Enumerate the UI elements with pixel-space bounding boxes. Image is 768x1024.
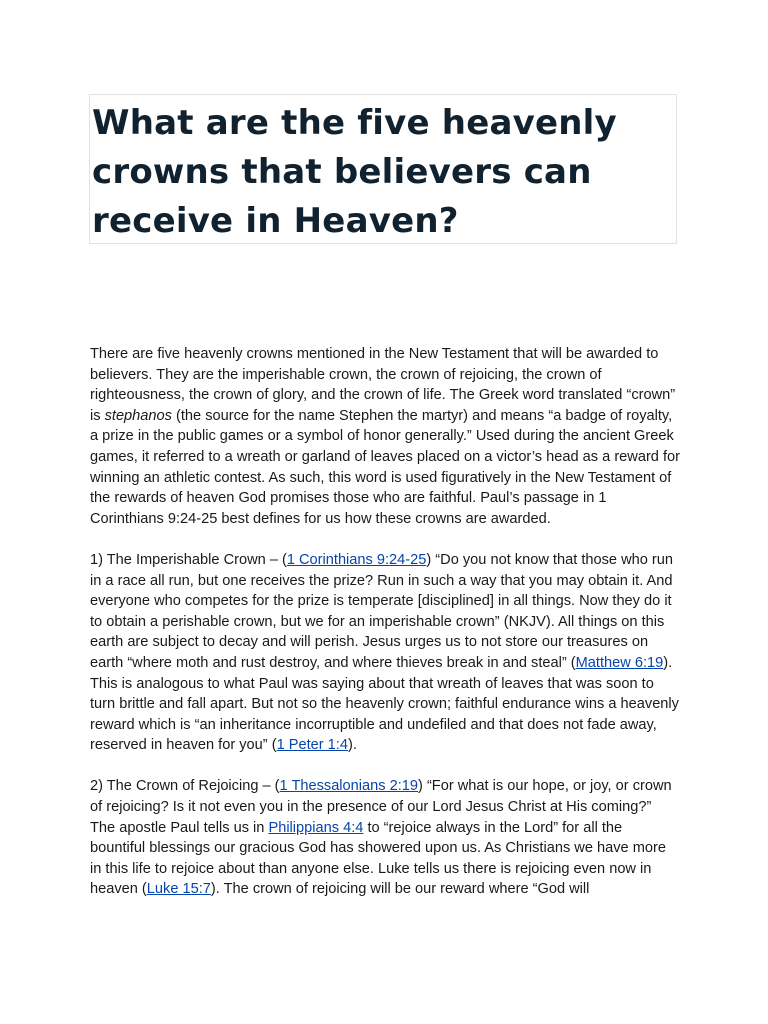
crown2-paragraph xyxy=(90,776,680,900)
article-body xyxy=(90,344,680,921)
intro-text-2: (the source for the name Stephen the martyr) and means “a badge of royalty, a prize in the public games or a symbol of honor generally.” Used during the ancient Greek games, it referred to a wreath or garland of leaves placed on a victor’s head as a reward for winning an athletic contest. As such, this word is used figuratively in the New Testament of the rewards of heaven God promises those who are faithful. Paul’s passage in 1 Corinthians 9:24-25 best defines for us how these crowns are awarded. xyxy=(90,407,681,527)
ref-link-1-corinthians[interactable]: 1 Corinthians 9:24-25 xyxy=(286,551,427,568)
crown1-lead: 1) The Imperishable Crown – ( xyxy=(90,551,287,568)
ref-link-1-thessalonians[interactable]: 1 Thessalonians 2:19 xyxy=(279,778,419,795)
crown1-paragraph xyxy=(90,550,680,756)
ref-link-matthew[interactable]: Matthew 6:19 xyxy=(575,654,664,671)
crown1-text-1: ) “Do you not know that those who run in a race all run, but one receives the prize? Run in such a way that you may obtain it. And everyone who competes for the prize is temperate [disciplined] in all things. Now they do it to obtain a perishable crown, but we for an imperishable crown” (NKJV). All things on this earth are subject to decay and will perish. Jesus urges us to not store our treasures on earth “where moth and rust destroy, and where thieves break in and steal” ( xyxy=(90,551,673,671)
ref-link-luke[interactable]: Luke 15:7 xyxy=(146,881,211,898)
crown1-text-2: ). This is analogous to what Paul was saying about that wreath of leaves that was soon to turn brittle and fall apart. But not so the heavenly crown; faithful endurance wins a heavenly reward which is “an inheritance incorruptible and undefiled and that does not fade away, reserved in heaven for you” ( xyxy=(90,654,679,754)
intro-paragraph xyxy=(90,344,680,529)
title-box xyxy=(89,94,677,244)
ref-link-1-peter[interactable]: 1 Peter 1:4 xyxy=(276,737,348,754)
crown2-text-1: ) “For what is our hope, or joy, or crown of rejoicing? Is it not even you in the presence of our Lord Jesus Christ at His coming?” The apostle Paul tells us in xyxy=(90,778,672,836)
crown2-lead: 2) The Crown of Rejoicing – ( xyxy=(90,778,280,795)
page-title: What are the five heavenly crowns that believers can receive in Heaven? xyxy=(92,103,617,241)
crown2-text-2: to “rejoice always in the Lord” for all the bountiful blessings our gracious God has showered upon us. As Christians we have more in this life to rejoice about than anyone else. Luke tells us there is rejoicing even now in heaven ( xyxy=(90,819,666,898)
crown2-text-3: ). The crown of rejoicing will be our reward where “God will xyxy=(210,881,590,898)
crown1-text-3: ). xyxy=(347,737,357,754)
ref-link-philippians[interactable]: Philippians 4:4 xyxy=(268,819,364,836)
intro-italic-term: stephanos xyxy=(104,407,172,424)
intro-text-1: There are five heavenly crowns mentioned in the New Testament that will be awarded to believers. They are the imperishable crown, the crown of rejoicing, the crown of righteousness, the crown of glory, and the crown of life. The Greek word translated “crown” is xyxy=(90,346,676,424)
